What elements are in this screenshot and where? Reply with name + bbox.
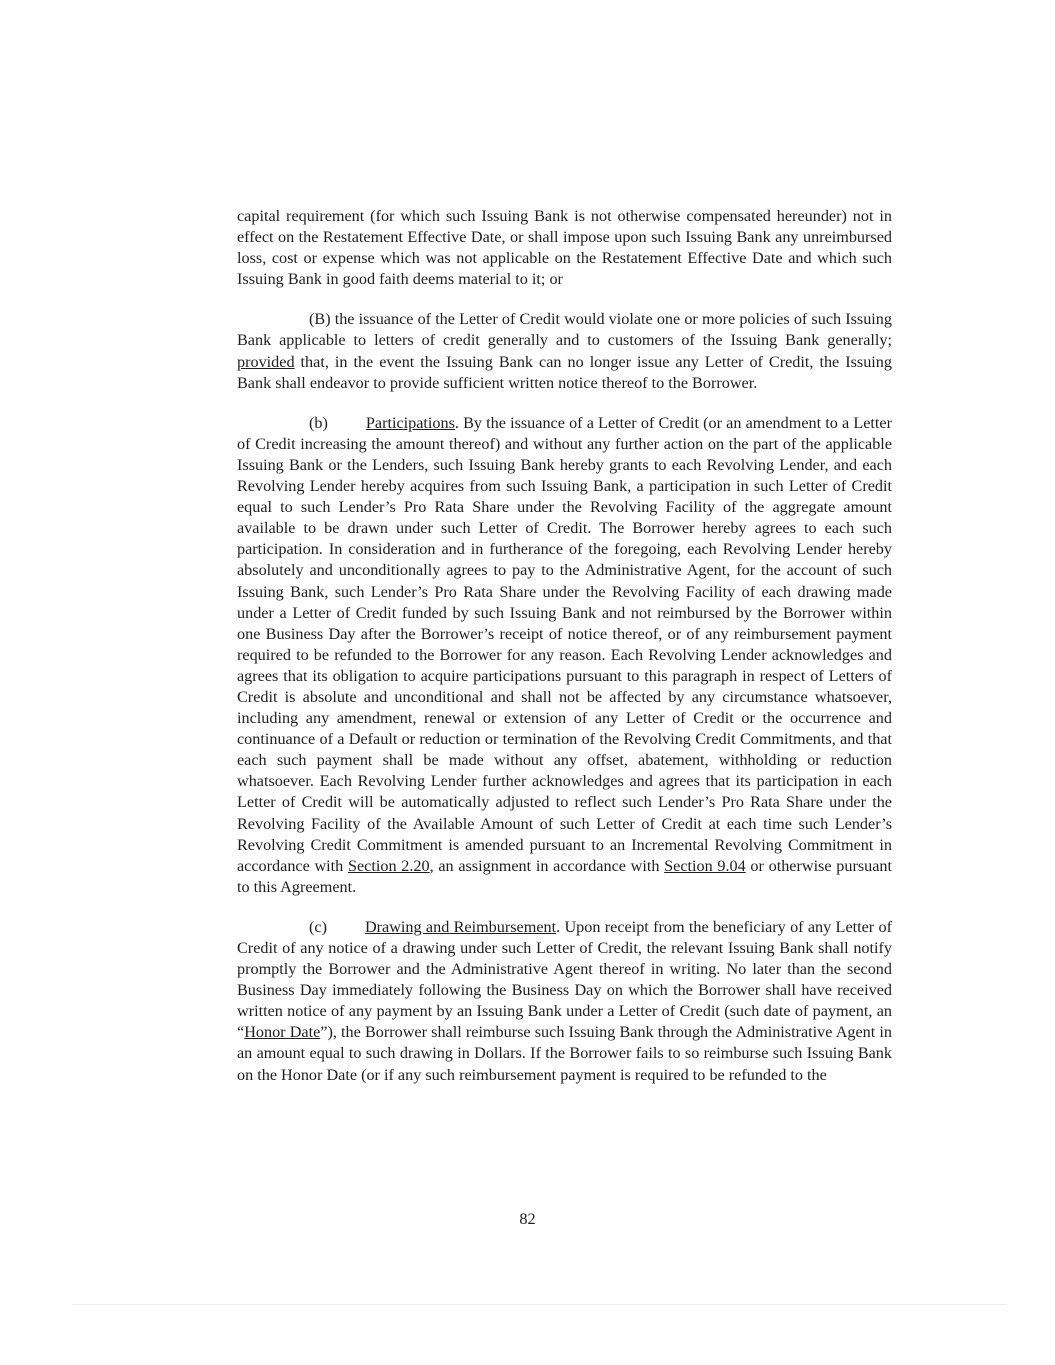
paragraph-text: capital requirement (for which such Issuing Bank is not otherwise compensated hereunder) not in effect on the Restatement Effective Date, or shall impose upon such Issuing Bank any unreimbursed loss, cost or expense which was not applicable on the Restatement Effective Date and which such Issuing Bank in good faith deems material to it; or xyxy=(237,207,892,289)
paragraph-text: . Upon receipt from the beneficiary of any Letter of Credit of any notice of a drawing under such Letter of Credit, the relevant Issuing Bank shall notify promptly the Borrower and the Administrative Agent thereof in writing. No later than the second Business Day immediately following the Business Day on which the Borrower shall have received written notice of any payment by an Issuing Bank under a Letter of Credit (such date of payment, an “ xyxy=(237,917,892,1042)
paragraph-text: , an assignment in accordance with xyxy=(429,856,665,875)
paragraph-text: that, in the event the Issuing Bank can no longer issue any Letter of Credit, the Issuing Bank shall endeavor to provide sufficient written notice thereof to the Borrower. xyxy=(237,352,892,392)
section-heading-drawing-reimbursement: Drawing and Reimbursement xyxy=(364,917,557,936)
section-reference-9-04: Section 9.04 xyxy=(664,856,746,875)
paragraph-participations xyxy=(237,413,892,898)
page-number: 82 xyxy=(519,1210,536,1228)
defined-term-honor-date: Honor Date xyxy=(244,1023,321,1042)
section-reference-2-20: Section 2.20 xyxy=(347,856,430,875)
paragraph-text: ”), the Borrower shall reimburse such Issuing Bank through the Administrative Agent in an amount equal to such drawing in Dollars. If the Borrower fails to so reimburse such Issuing Bank on the Honor Date (or if any such reimbursement payment is required to be refunded to the xyxy=(237,1023,892,1084)
paragraph-drawing-reimbursement xyxy=(237,917,892,1086)
paragraph-text: (B) the issuance of the Letter of Credit would violate one or more policies of such Issuing Bank applicable to letters of credit generally and to customers of the Issuing Bank generally; xyxy=(237,310,892,350)
section-label: (b) xyxy=(309,413,328,432)
paragraph-text: or otherwise pursuant to this Agreement. xyxy=(237,856,892,896)
page-bottom-divider xyxy=(72,1304,1007,1305)
page-body xyxy=(237,206,892,1105)
section-heading-participations: Participations xyxy=(365,413,455,432)
paragraph-text: . By the issuance of a Letter of Credit (or an amendment to a Letter of Credit increasing the amount thereof) and without any further action on the part of the applicable Issuing Bank or the Lenders, such Issuing Bank hereby grants to each Revolving Lender, and each Revolving Lender hereby acquires from such Issuing Bank, a participation in such Letter of Credit equal to such Lender’s Pro Rata Share under the Revolving Facility of the aggregate amount available to be drawn under such Letter of Credit. The Borrower hereby agrees to each such participation. In consideration and in furtherance of the foregoing, each Revolving Lender hereby absolutely and unconditionally agrees to pay to the Administrative Agent, for the account of such Issuing Bank, such Lender’s Pro Rata Share under the Revolving Facility of each drawing made under a Letter of Credit funded by such Issuing Bank and not reimbursed by the Borrower within one Business Day after the Borrower’s receipt of notice thereof, or of any reimbursement payment required to be refunded to the Borrower for any reason. Each Revolving Lender acknowledges and agrees that its obligation to acquire participations pursuant to this paragraph in respect of Letters of Credit is absolute and unconditional and shall not be affected by any circumstance whatsoever, including any amendment, renewal or extension of any Letter of Credit or the occurrence and continuance of a Default or reduction or termination of the Revolving Credit Commitments, and that each such payment shall be made without any offset, abatement, withholding or reduction whatsoever. Each Revolving Lender further acknowledges and agrees that its participation in each Letter of Credit will be automatically adjusted to reflect such Lender’s Pro Rata Share under the Revolving Facility of the Available Amount of such Letter of Credit at each time such Lender’s Revolving Credit Commitment is amended pursuant to an Incremental Revolving Commitment in accordance with xyxy=(237,413,892,875)
section-label: (c) xyxy=(309,917,327,936)
provided-term: provided xyxy=(237,352,295,371)
paragraph-clause-b-policies xyxy=(237,309,892,393)
paragraph-capital-requirement xyxy=(237,206,892,290)
